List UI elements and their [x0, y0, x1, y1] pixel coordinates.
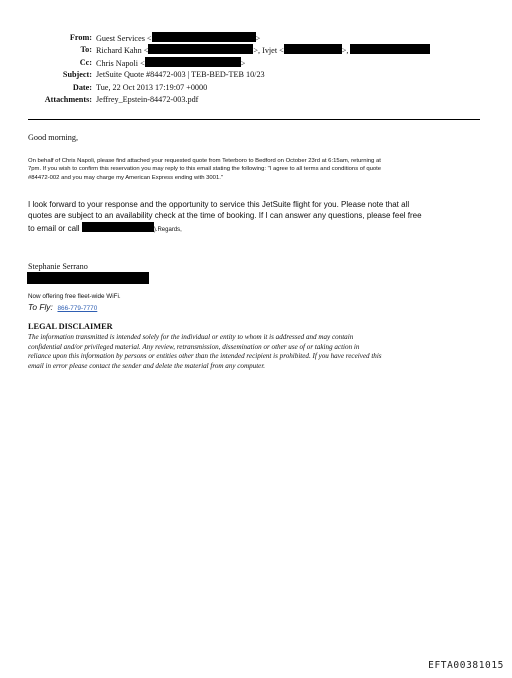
paragraph-line: On behalf of Chris Napoli, please find attached your requested quote from Teterboro to Bedford on October 23rd at 6:15am, returning at: [28, 158, 381, 164]
subject-label: Subject:: [62, 70, 92, 80]
document-id: EFTA00381015: [428, 660, 504, 671]
cc-row: [0, 57, 512, 69]
date-row: [0, 82, 512, 94]
redaction-bar: [350, 44, 430, 54]
disclaimer-body: [28, 333, 488, 371]
signature-to-fly: [28, 302, 488, 312]
subject-row: [0, 69, 512, 81]
paragraph-line: 7pm. If you wish to confirm this reservation you may reply to this email stating the following: "I agree to all terms and conditions of quote: [28, 166, 382, 173]
header-divider: [28, 119, 480, 120]
from-row: [0, 32, 512, 44]
redaction-bar: [152, 32, 256, 42]
signature-wifi: Now offering free fleet-wide WiFi.: [28, 293, 121, 300]
phone-link[interactable]: 866-779-7770: [57, 305, 98, 312]
to-fly-label: To Fly:: [28, 302, 53, 312]
to-row: [0, 44, 512, 56]
to-label: To:: [80, 45, 92, 55]
disclaimer-line: confidential and/or privileged material. Any review, retransmission, dissemination or other use of or taking action in: [28, 342, 360, 351]
paragraph-line: #84472-002 and you may charge my American Express ending with 3001.": [28, 174, 223, 181]
paragraph-line: quotes are subject to an availability check at the time of booking. If I can answer any questions, please feel free: [28, 211, 422, 221]
paragraph-line: I look forward to your response and the opportunity to service this JetSuite flight for you. Please note that all: [28, 200, 410, 209]
paragraph-followup: [28, 199, 488, 236]
paragraph-quote: [28, 157, 488, 182]
signature-company: JetSuite Guest Services: [28, 273, 124, 283]
disclaimer-line: email in error please contact the sender and delete the material from any computer.: [28, 361, 266, 370]
to-value: Richard Kahn < >, Ivjet < >,: [96, 44, 430, 57]
date-value: Tue, 22 Oct 2013 17:19:07 +0000: [96, 82, 208, 92]
redaction-bar: [82, 222, 154, 232]
disclaimer-line: The information transmitted is intended solely for the individual or entity to whom it is addressed and may contain: [28, 333, 354, 341]
email-header: [0, 32, 512, 106]
redaction-bar: [145, 57, 241, 67]
redaction-bar: [148, 44, 253, 54]
attachments-label: Attachments:: [44, 94, 92, 104]
from-label: From:: [69, 33, 92, 42]
from-value: Guest Services < >: [96, 34, 261, 43]
greeting: Good morning,: [28, 133, 79, 142]
paragraph-line: to email or call ).Regards,: [28, 223, 182, 233]
redaction-bar: [284, 44, 342, 54]
cc-label: Cc:: [79, 57, 92, 67]
date-label: Date:: [72, 82, 92, 92]
cc-value: Chris Napoli < >: [96, 58, 246, 68]
attachments-row: [0, 94, 512, 106]
signature-name: Stephanie Serrano: [28, 262, 88, 271]
disclaimer-line: reliance upon this information by persons or entities other than the intended recipient is prohibited. If you have received this: [28, 352, 382, 361]
attachment-link[interactable]: Jeffrey_Epstein-84472-003.pdf: [96, 94, 199, 104]
subject-value: JetSuite Quote #84472-003 | TEB-BED-TEB 10/23: [96, 70, 265, 80]
disclaimer-title: LEGAL DISCLAIMER: [28, 322, 113, 331]
